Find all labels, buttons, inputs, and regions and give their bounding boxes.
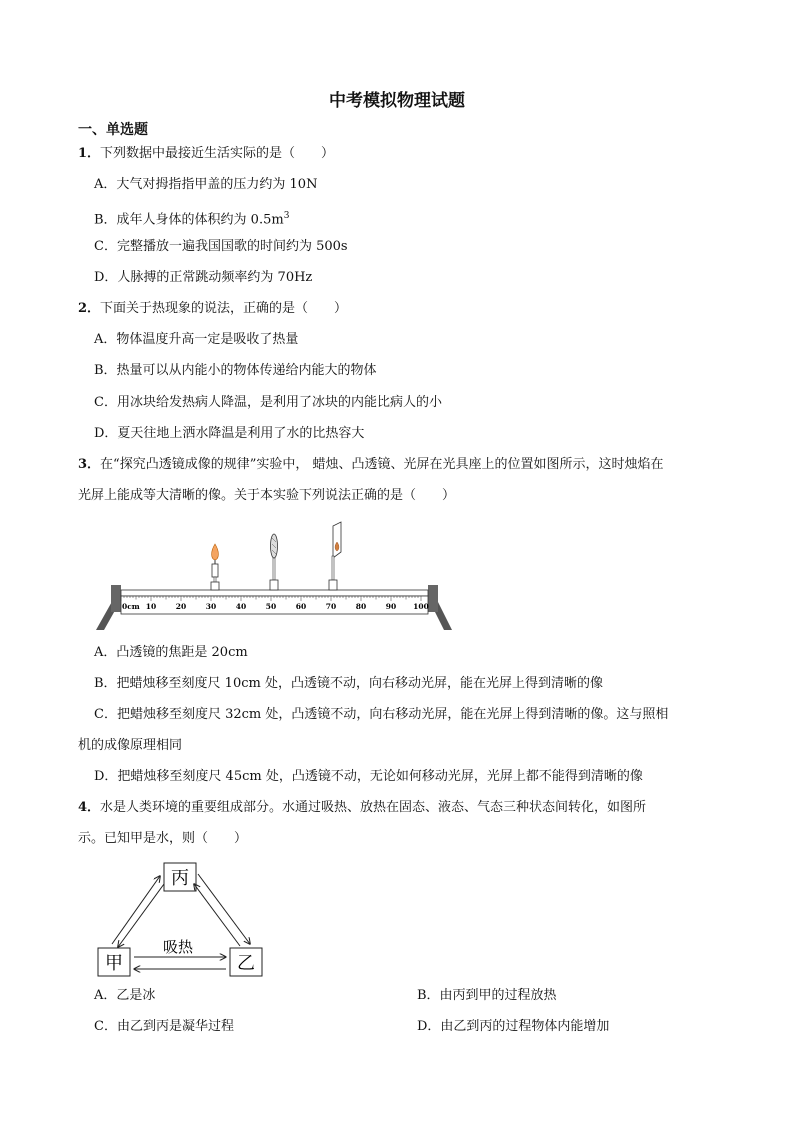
section-heading: 一、单选题 — [78, 122, 148, 138]
ruler-label: 20 — [175, 602, 187, 611]
optical-bench-figure — [94, 518, 454, 633]
question-2-option-a: A．物体温度升高一定是吸收了热量 — [94, 332, 299, 347]
question-2-number: 2． — [78, 301, 101, 316]
ruler-label: 90 — [385, 602, 397, 611]
arrow-top-to-right — [198, 874, 250, 944]
question-1-number: 1． — [78, 146, 101, 161]
ruler-label: 10 — [145, 602, 157, 611]
ruler-label: 60 — [295, 602, 307, 611]
bench-left-post — [111, 585, 121, 612]
arrow-left-to-top — [112, 876, 160, 944]
bench-right-post — [428, 585, 438, 612]
question-3-option-b: B．把蜡烛移至刻度尺 10cm 处，凸透镜不动，向右移动光屏，能在光屏上得到清晰的像 — [94, 676, 603, 691]
question-3-option-c-line-1: C．把蜡烛移至刻度尺 32cm 处，凸透镜不动，向右移动光屏，能在光屏上得到清晰的像。这与照相 — [94, 707, 669, 722]
light-screen — [329, 522, 341, 590]
question-1-option-a: A．大气对拇指指甲盖的压力约为 10N — [94, 177, 318, 192]
question-1-option-b-text: B．成年人身体的体积约为 0.5m — [94, 212, 284, 228]
candle — [211, 544, 219, 590]
question-3-option-c-line-2: 机的成像原理相同 — [78, 738, 183, 753]
question-4-option-c: C．由乙到丙是凝华过程 — [94, 1019, 234, 1034]
question-1-stem — [78, 145, 334, 163]
arrow-right-to-top — [194, 884, 240, 946]
question-3-option-a: A．凸透镜的焦距是 20cm — [94, 645, 248, 660]
arrow-label: 吸热 — [162, 938, 194, 956]
question-1-text: 下列数据中最接近生活实际的是（ ） — [100, 146, 335, 161]
question-1-option-b-superscript: 3 — [283, 211, 290, 221]
ruler-label: 80 — [355, 602, 367, 611]
question-1-option-c: C．完整播放一遍我国国歌的时间约为 500s — [94, 239, 348, 254]
question-4-option-b: B．由丙到甲的过程放热 — [417, 988, 557, 1003]
page-title: 中考模拟物理试题 — [329, 91, 465, 111]
question-2-option-c: C．用冰块给发热病人降温，是利用了冰块的内能比病人的小 — [94, 395, 442, 410]
question-3-text-line-2: 光屏上能成等大清晰的像。关于本实验下列说法正确的是（ ） — [78, 488, 456, 503]
candle-body — [212, 564, 218, 577]
candle-flame — [212, 544, 219, 560]
ruler-label: 0cm — [122, 602, 140, 611]
arrow-top-to-left — [118, 884, 164, 947]
question-4-text-line-2: 示。已知甲是水，则（ ） — [78, 831, 248, 846]
question-4-stem — [78, 799, 646, 817]
question-4-option-a: A．乙是冰 — [94, 988, 156, 1003]
question-2-option-b: B．热量可以从内能小的物体传递给内能大的物体 — [94, 363, 377, 378]
box-top-label: 丙 — [171, 868, 189, 889]
question-1-option-d: D．人脉搏的正常跳动频率约为 70Hz — [94, 270, 313, 285]
convex-lens — [270, 534, 278, 590]
question-3-option-d: D．把蜡烛移至刻度尺 45cm 处，凸透镜不动，无论如何移动光屏，光屏上都不能得到清晰的像 — [94, 769, 643, 784]
ruler-label: 40 — [235, 602, 247, 611]
question-2-text: 下面关于热现象的说法，正确的是（ ） — [100, 301, 348, 316]
question-2-stem — [78, 300, 347, 318]
bench-rail — [121, 590, 428, 596]
question-4-option-d: D．由乙到丙的过程物体内能增加 — [417, 1019, 610, 1034]
screen-panel — [333, 522, 341, 558]
ruler-label: 100 — [413, 602, 429, 611]
ruler-label: 50 — [265, 602, 277, 611]
question-1-option-b — [94, 207, 289, 229]
box-right-label: 乙 — [237, 953, 255, 974]
question-2-option-d: D．夏天往地上洒水降温是利用了水的比热容大 — [94, 426, 365, 441]
question-4-number: 4． — [78, 800, 101, 815]
state-change-diagram — [94, 860, 274, 982]
question-3-text-line-1: 在“探究凸透镜成像的规律”实验中， 蜡烛、凸透镜、光屏在光具座上的位置如图所示，这时烛焰在 — [100, 457, 664, 472]
ruler-label: 70 — [325, 602, 337, 611]
question-3-stem — [78, 456, 663, 474]
box-left-label: 甲 — [105, 953, 123, 974]
question-4-text-line-1: 水是人类环境的重要组成部分。水通过吸热、放热在固态、液态、气态三种状态间转化，如图所 — [100, 800, 647, 815]
question-3-number: 3． — [78, 457, 101, 472]
ruler-label: 30 — [205, 602, 217, 611]
